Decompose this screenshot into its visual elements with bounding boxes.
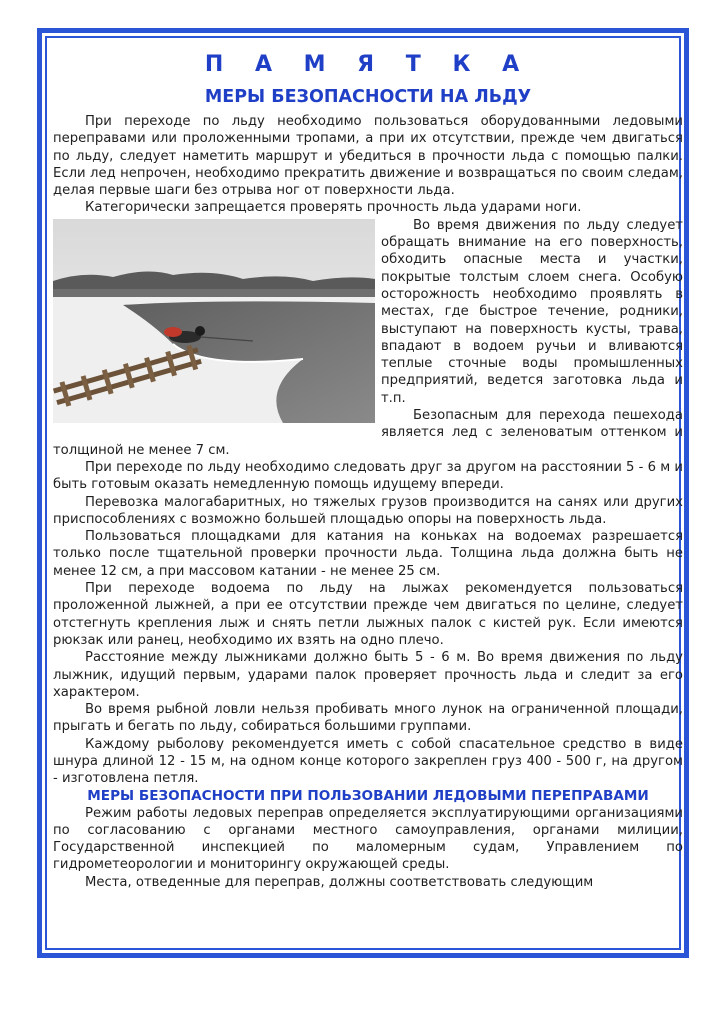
paragraph-distance: При переходе по льду необходимо следовать друг за другом на расстоянии 5 - 6 м и быть готовым оказать немедленную помощь идущему впереди. [53,459,683,493]
paragraph-dangerous-places: Во время движения по льду следует обращать внимание на его поверхность, обходить опасные места и участки, покрытые толстым слоем снега. Особую осторожность необходимо проявлять в местах, где быстрое течение, родники, выступают на поверхность кусты, трава, впадают в водоем ручьи и вливаются теплые сточные воды промышленных предприятий, ведется заготовка льда и т.п. [381,217,683,406]
paragraph-crossing-regime: Режим работы ледовых переправ определяется эксплуатирующими организациями по согласованию с органами местного самоуправления, органами милиции, Государственной инспекцией по маломерным судам, Управлением по гидрометеорологии и мониторингу окружающей среды. [53,805,683,873]
paragraph-fishing: Во время рыбной ловли нельзя пробивать много лунок на ограниченной площади, прыгать и бегать по льду, собираться большими группами. [53,702,683,735]
ice-rescue-photo [53,219,375,423]
ice-rescue-illustration [53,219,375,423]
paragraph-rescue-cord: Каждому рыболову рекомендуется иметь с собой спасательное средство в виде шнура длиной 12 - 15 м, на одном конце которого закреплен груз 400 - 500 г, на другом - изготовлена петля. [53,736,683,787]
paragraph-skier-distance: Расстояние между лыжниками должно быть 5 - 6 м. Во время движения по льду лыжник, идущий первым, ударами палок проверяет прочность льда и следит за его характером. [53,650,683,700]
paragraph-skating: Пользоваться площадками для катания на коньках на водоемах разрешается только после тщательной проверки прочности льда. Толщина льда должна быть не менее 12 см, а при массовом катании - не менее 25 см. [53,529,683,579]
section-title-ice-crossings: МЕРЫ БЕЗОПАСНОСТИ ПРИ ПОЛЬЗОВАНИИ ЛЕДОВЫМИ ПЕРЕПРАВАМИ [87,787,649,804]
paragraph-crossing-places: Места, отведенные для переправ, должны соответствовать следующим [85,874,594,890]
paragraph-crossing-routes: При переходе по льду необходимо пользоваться оборудованными ледовыми переправами или проложенными тропами, а при их отсутствии, прежде чем двигаться по льду, следует наметить маршрут и убедиться в прочности льда с помощью палки. Если лед непрочен, необходимо прекратить движение и возвращаться по своим следам, делая первые шаги без отрыва ног от поверхности льда. [53,114,683,199]
paragraph-no-kicking: Категорически запрещается проверять прочность льда ударами ноги. [85,200,582,216]
memo-content [53,50,683,891]
paragraph-cargo: Перевозка малогабаритных, но тяжелых грузов производится на санях или других приспособлениях с возможно большей площадью опоры на поверхность льда. [53,494,683,527]
paragraph-safe-ice: Безопасным для перехода пешехода является лед с зеленоватым оттенком и толщиной не менее 7 см. [53,408,683,458]
memo-subtitle: МЕРЫ БЕЗОПАСНОСТИ НА ЛЬДУ [204,87,532,107]
paragraph-skiing: При переходе водоема по льду на лыжах рекомендуется пользоваться проложенной лыжней, а при ее отсутствии прежде чем двигаться по целине, следует отстегнуть крепления лыж и снять петли лыжных палок с кистей рук. Если имеются рюкзак или ранец, необходимо их взять на одно плечо. [53,581,683,648]
memo-title: П А М Я Т К А [204,52,532,77]
